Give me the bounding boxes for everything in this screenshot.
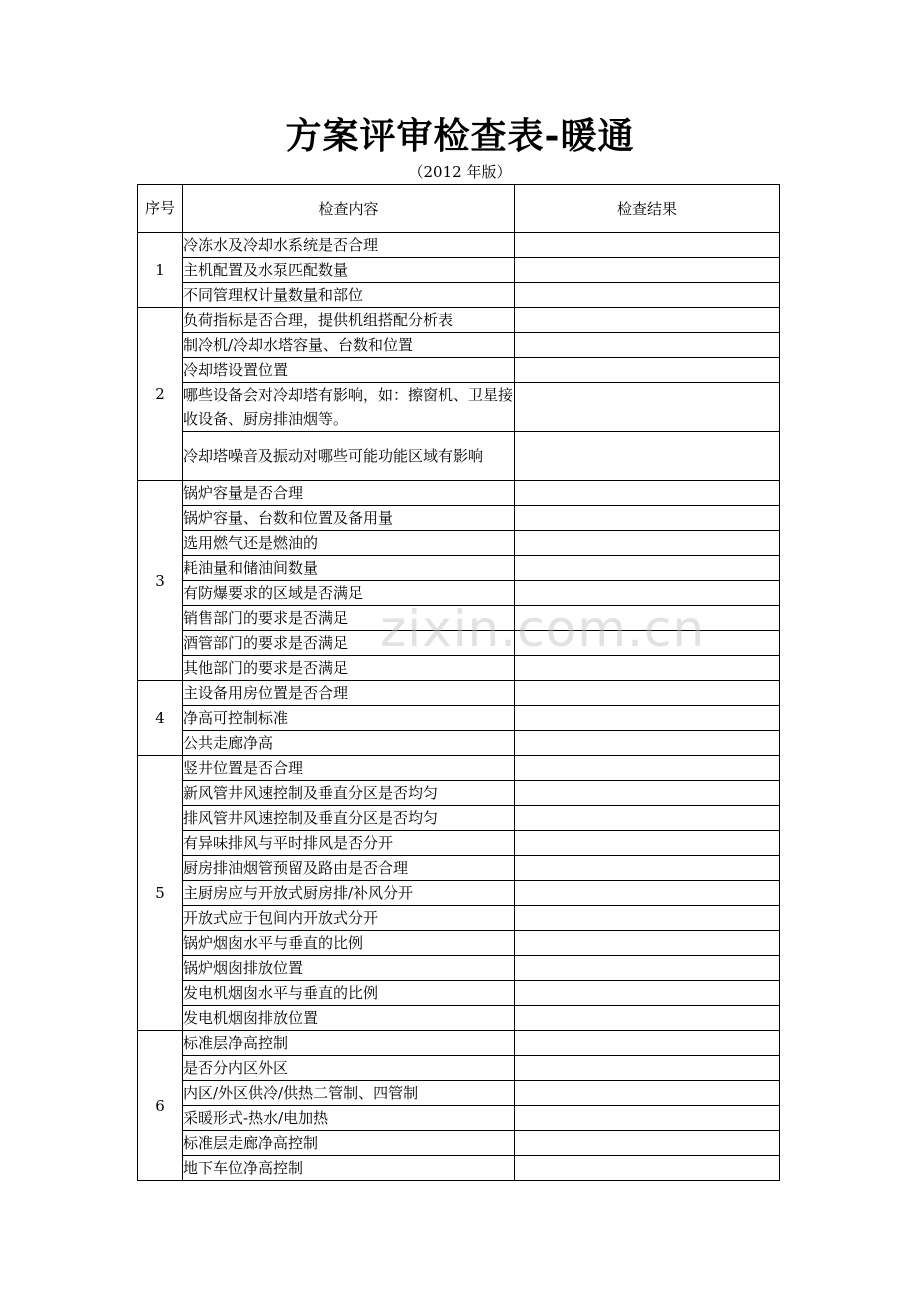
check-result-cell[interactable] bbox=[515, 1056, 780, 1081]
check-item-cell: 不同管理权计量数量和部位 bbox=[183, 283, 515, 308]
check-item-cell: 内区/外区供冷/供热二管制、四管制 bbox=[183, 1081, 515, 1106]
watermark-text: zixin.com.cn bbox=[380, 600, 706, 658]
check-result-cell[interactable] bbox=[515, 831, 780, 856]
group-seq-cell: 6 bbox=[138, 1031, 183, 1181]
group-seq-cell: 1 bbox=[138, 233, 183, 308]
check-item-cell: 发电机烟囱水平与垂直的比例 bbox=[183, 981, 515, 1006]
table-row bbox=[138, 258, 780, 283]
check-result-cell[interactable] bbox=[515, 1131, 780, 1156]
check-item-cell: 哪些设备会对冷却塔有影响，如：擦窗机、卫星接收设备、厨房排油烟等。 bbox=[183, 383, 515, 432]
header-item: 检查内容 bbox=[183, 185, 515, 233]
table-row bbox=[138, 308, 780, 333]
table-row bbox=[138, 956, 780, 981]
table-row bbox=[138, 1056, 780, 1081]
check-result-cell[interactable] bbox=[515, 581, 780, 606]
check-item-cell: 厨房排油烟管预留及路由是否合理 bbox=[183, 856, 515, 881]
check-result-cell[interactable] bbox=[515, 1006, 780, 1031]
check-item-cell: 主设备用房位置是否合理 bbox=[183, 681, 515, 706]
check-result-cell[interactable] bbox=[515, 308, 780, 333]
table-row bbox=[138, 906, 780, 931]
check-result-cell[interactable] bbox=[515, 981, 780, 1006]
table-row bbox=[138, 781, 780, 806]
checklist-table bbox=[137, 184, 780, 1181]
table-row bbox=[138, 731, 780, 756]
group-seq-cell: 4 bbox=[138, 681, 183, 756]
check-result-cell[interactable] bbox=[515, 1031, 780, 1056]
check-item-cell: 选用燃气还是燃油的 bbox=[183, 531, 515, 556]
group-seq-cell: 5 bbox=[138, 756, 183, 1031]
table-row bbox=[138, 358, 780, 383]
table-row bbox=[138, 1156, 780, 1181]
check-item-cell: 冷冻水及冷却水系统是否合理 bbox=[183, 233, 515, 258]
check-result-cell[interactable] bbox=[515, 756, 780, 781]
table-row bbox=[138, 581, 780, 606]
table-header-row bbox=[138, 185, 780, 233]
table-row bbox=[138, 856, 780, 881]
group-seq-cell: 2 bbox=[138, 308, 183, 481]
table-row bbox=[138, 1106, 780, 1131]
check-result-cell[interactable] bbox=[515, 681, 780, 706]
table-row bbox=[138, 531, 780, 556]
table-row bbox=[138, 506, 780, 531]
check-result-cell[interactable] bbox=[515, 432, 780, 481]
check-item-cell: 其他部门的要求是否满足 bbox=[183, 656, 515, 681]
check-result-cell[interactable] bbox=[515, 806, 780, 831]
check-item-cell: 有异味排风与平时排风是否分开 bbox=[183, 831, 515, 856]
check-item-cell: 公共走廊净高 bbox=[183, 731, 515, 756]
check-result-cell[interactable] bbox=[515, 531, 780, 556]
table-row bbox=[138, 631, 780, 656]
check-item-cell: 竖井位置是否合理 bbox=[183, 756, 515, 781]
check-result-cell[interactable] bbox=[515, 258, 780, 283]
check-result-cell[interactable] bbox=[515, 556, 780, 581]
checklist-body bbox=[138, 233, 780, 1181]
document-subtitle: （2012 年版） bbox=[408, 163, 512, 181]
table-row bbox=[138, 333, 780, 358]
table-row bbox=[138, 1031, 780, 1056]
check-item-cell: 锅炉烟囱排放位置 bbox=[183, 956, 515, 981]
check-item-cell: 锅炉烟囱水平与垂直的比例 bbox=[183, 931, 515, 956]
check-result-cell[interactable] bbox=[515, 358, 780, 383]
table-row bbox=[138, 931, 780, 956]
header-seq: 序号 bbox=[138, 185, 183, 233]
table-row bbox=[138, 681, 780, 706]
check-result-cell[interactable] bbox=[515, 233, 780, 258]
check-result-cell[interactable] bbox=[515, 506, 780, 531]
check-item-cell: 开放式应于包间内开放式分开 bbox=[183, 906, 515, 931]
table-row bbox=[138, 756, 780, 781]
header-result: 检查结果 bbox=[515, 185, 780, 233]
check-result-cell[interactable] bbox=[515, 956, 780, 981]
check-item-cell: 主厨房应与开放式厨房排/补风分开 bbox=[183, 881, 515, 906]
check-item-cell: 主机配置及水泵匹配数量 bbox=[183, 258, 515, 283]
check-item-cell: 标准层净高控制 bbox=[183, 1031, 515, 1056]
table-row bbox=[138, 383, 780, 432]
check-item-cell: 采暖形式-热水/电加热 bbox=[183, 1106, 515, 1131]
check-item-cell: 新风管井风速控制及垂直分区是否均匀 bbox=[183, 781, 515, 806]
table-row bbox=[138, 881, 780, 906]
table-row bbox=[138, 806, 780, 831]
check-item-cell: 是否分内区外区 bbox=[183, 1056, 515, 1081]
table-row bbox=[138, 1081, 780, 1106]
check-result-cell[interactable] bbox=[515, 481, 780, 506]
table-row bbox=[138, 831, 780, 856]
check-result-cell[interactable] bbox=[515, 606, 780, 631]
check-item-cell: 酒管部门的要求是否满足 bbox=[183, 631, 515, 656]
check-item-cell: 冷却塔噪音及振动对哪些可能功能区域有影响 bbox=[183, 432, 515, 481]
check-result-cell[interactable] bbox=[515, 881, 780, 906]
table-row bbox=[138, 1006, 780, 1031]
table-row bbox=[138, 1131, 780, 1156]
check-result-cell[interactable] bbox=[515, 856, 780, 881]
table-row bbox=[138, 481, 780, 506]
check-item-cell: 负荷指标是否合理，提供机组搭配分析表 bbox=[183, 308, 515, 333]
check-item-cell: 有防爆要求的区域是否满足 bbox=[183, 581, 515, 606]
table-row bbox=[138, 706, 780, 731]
check-result-cell[interactable] bbox=[515, 731, 780, 756]
check-result-cell[interactable] bbox=[515, 333, 780, 358]
table-row bbox=[138, 656, 780, 681]
table-row bbox=[138, 283, 780, 308]
check-result-cell[interactable] bbox=[515, 283, 780, 308]
check-item-cell: 标准层走廊净高控制 bbox=[183, 1131, 515, 1156]
check-result-cell[interactable] bbox=[515, 1156, 780, 1181]
check-result-cell[interactable] bbox=[515, 656, 780, 681]
check-result-cell[interactable] bbox=[515, 781, 780, 806]
check-result-cell[interactable] bbox=[515, 906, 780, 931]
check-item-cell: 发电机烟囱排放位置 bbox=[183, 1006, 515, 1031]
table-row bbox=[138, 556, 780, 581]
check-result-cell[interactable] bbox=[515, 631, 780, 656]
check-result-cell[interactable] bbox=[515, 931, 780, 956]
group-seq-cell: 3 bbox=[138, 481, 183, 681]
check-result-cell[interactable] bbox=[515, 1081, 780, 1106]
check-item-cell: 锅炉容量、台数和位置及备用量 bbox=[183, 506, 515, 531]
table-row bbox=[138, 432, 780, 481]
check-item-cell: 制冷机/冷却水塔容量、台数和位置 bbox=[183, 333, 515, 358]
check-result-cell[interactable] bbox=[515, 1106, 780, 1131]
table-row bbox=[138, 981, 780, 1006]
check-item-cell: 地下车位净高控制 bbox=[183, 1156, 515, 1181]
check-result-cell[interactable] bbox=[515, 706, 780, 731]
check-item-cell: 冷却塔设置位置 bbox=[183, 358, 515, 383]
check-item-cell: 排风管井风速控制及垂直分区是否均匀 bbox=[183, 806, 515, 831]
check-result-cell[interactable] bbox=[515, 383, 780, 432]
check-item-cell: 销售部门的要求是否满足 bbox=[183, 606, 515, 631]
check-item-cell: 锅炉容量是否合理 bbox=[183, 481, 515, 506]
document-title: 方案评审检查表-暖通 bbox=[285, 115, 635, 157]
table-row bbox=[138, 606, 780, 631]
check-item-cell: 净高可控制标准 bbox=[183, 706, 515, 731]
table-row bbox=[138, 233, 780, 258]
check-item-cell: 耗油量和储油间数量 bbox=[183, 556, 515, 581]
